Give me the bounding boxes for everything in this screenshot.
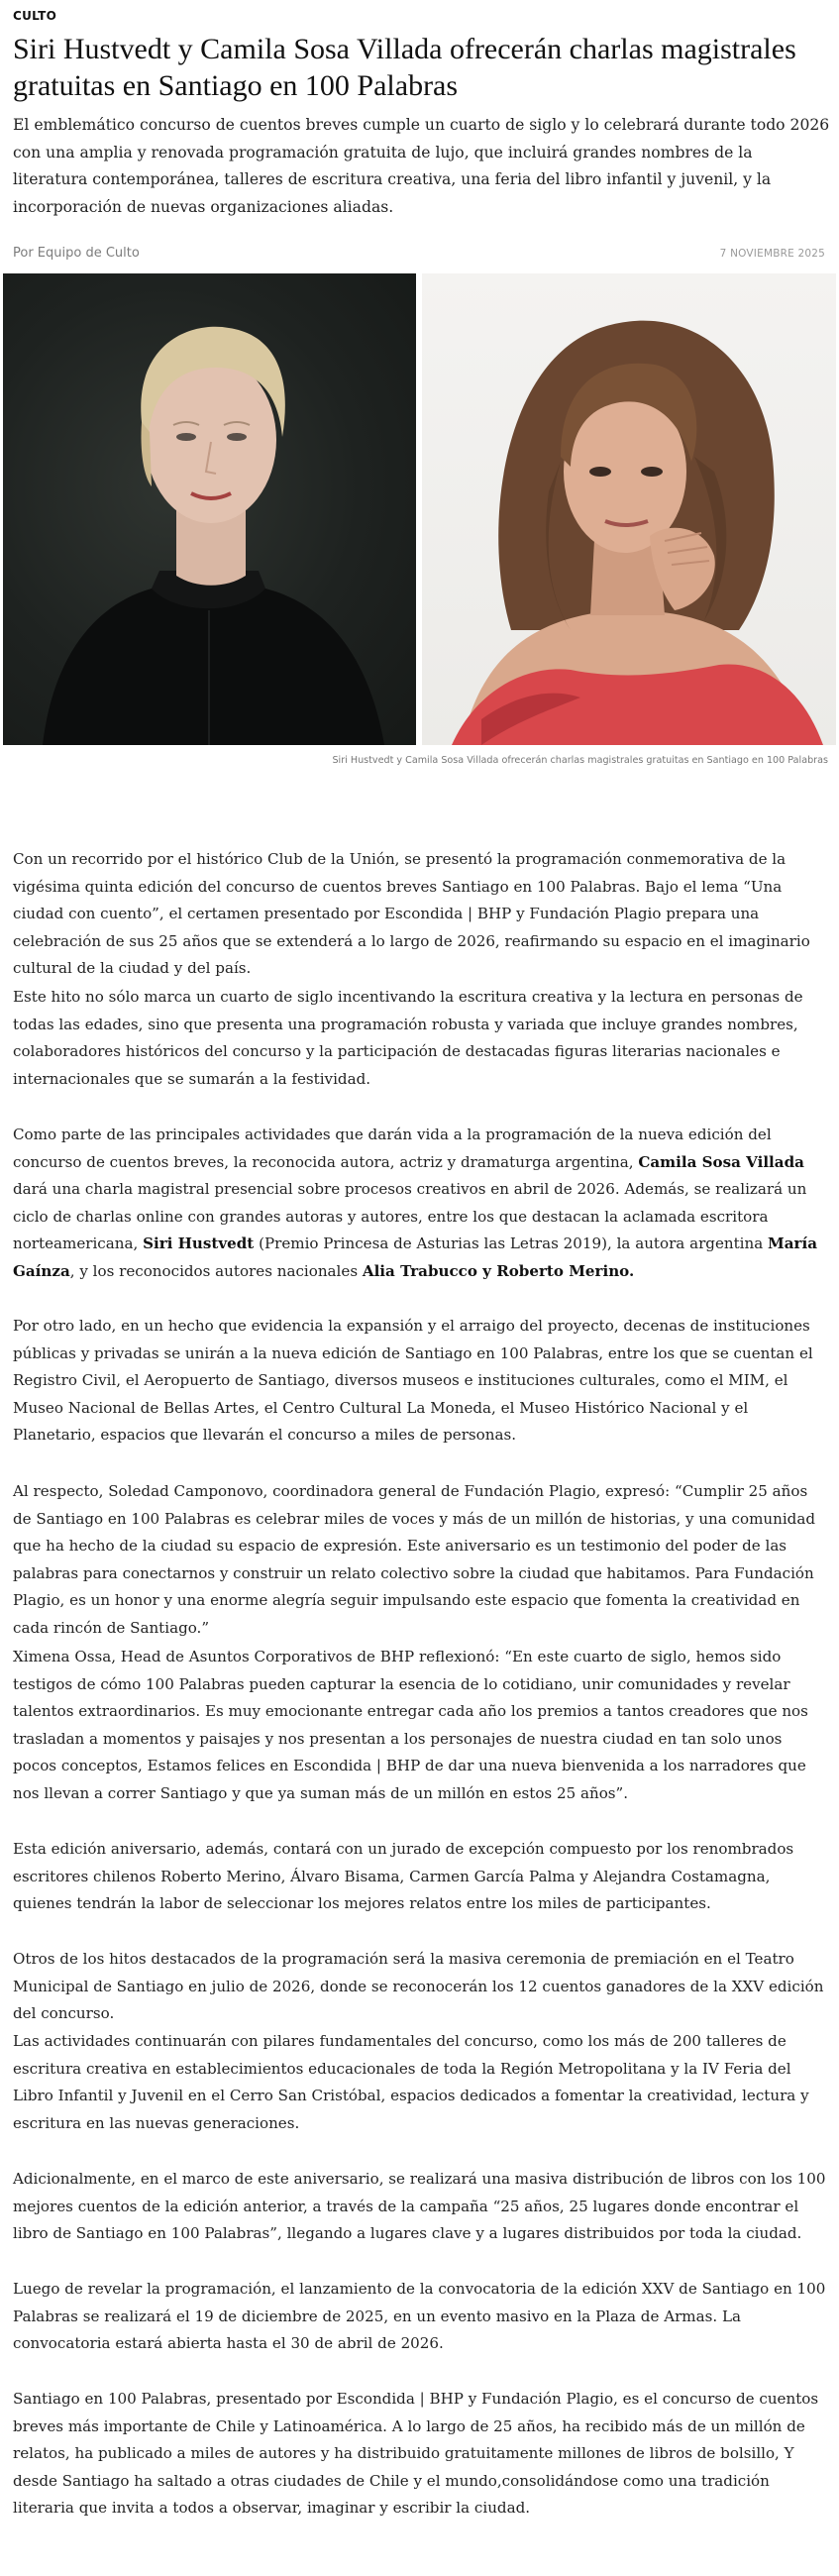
highlight-siri-hustvedt: Siri Hustvedt — [143, 1234, 255, 1253]
paragraph-3-text-4: , y los reconocidos autores nacionales — [69, 1261, 363, 1280]
publish-date: 7 NOVIEMBRE 2025 — [719, 248, 825, 260]
highlight-camila-sosa-villada: Camila Sosa Villada — [638, 1152, 804, 1171]
paragraph-5: Al respecto, Soledad Camponovo, coordinadora general de Fundación Plagio, expresó: “Cumplir 25 años de Santiago en 100 Palabras es celebrar miles de voces y más de un millón de historias, y una comunidad que ha hecho de la ciudad su espacio de expresión. Este aniversario es un testimonio del poder de las palabras para conectarnos y construir un relato colectivo sobre la ciudad que habitamos. Para Fundación Plagio, es un honor y una enorme alegría seguir impulsando este espacio que fomenta la creatividad en cada rincón de Santiago.” — [13, 1482, 816, 1637]
author-photo-right — [422, 273, 836, 745]
paragraph-3 — [13, 1122, 830, 1286]
article-title: Siri Hustvedt y Camila Sosa Villada ofrecerán charlas magistrales gratuitas en Santiago en 100 Palabras — [13, 33, 796, 102]
paragraph-9: Las actividades continuarán con pilares fundamentales del concurso, como los más de 200 talleres de escritura creativa en establecimientos educacionales de toda la Región Metropolitana y la IV Feria del Libro Infantil y Juvenil en el Cerro San Cristóbal, espacios dedicados a fomentar la creatividad, lectura y escritura en las nuevas generaciones. — [13, 2032, 809, 2132]
paragraph-4: Por otro lado, en un hecho que evidencia la expansión y el arraigo del proyecto, decenas de instituciones públicas y privadas se unirán a la nueva edición de Santiago en 100 Palabras, entre los que se cuentan el Registro Civil, el Aeropuerto de Santiago, diversos museos e instituciones culturales, como el MIM, el Museo Nacional de Bellas Artes, el Centro Cultural La Moneda, el Museo Histórico Nacional y el Planetario, espacios que llevarán el concurso a miles de personas. — [13, 1317, 813, 1445]
paragraph-3-text-1: Como parte de las principales actividades que darán vida a la programación de la nueva edición del concurso de cuentos breves, la reconocida autora, actriz y dramaturga argentina, — [13, 1126, 772, 1171]
article-lede: El emblemático concurso de cuentos breves cumple un cuarto de siglo y lo celebrará durante todo 2026 con una amplia y renovada programación gratuita de lujo, que incluirá grandes nombres de la literatura contemporánea, talleres de escritura creativa, una feria del libro infantil y juvenil, y la incorporación de nuevas organizaciones aliadas. — [13, 116, 830, 216]
photo-caption: Siri Hustvedt y Camila Sosa Villada ofrecerán charlas magistrales gratuitas en Santiago en 100 Palabras — [332, 755, 828, 766]
highlight-national-authors: Alia Trabucco y Roberto Merino. — [362, 1261, 635, 1280]
paragraph-2: Este hito no sólo marca un cuarto de siglo incentivando la escritura creativa y la lectura en personas de todas las edades, sino que presenta una programación robusta y variada que incluye grandes nombres, colaboradores históricos del concurso y la participación de destacadas figuras literarias nacionales e internacionales que se sumarán a la festividad. — [13, 988, 803, 1088]
paragraph-1: Con un recorrido por el histórico Club de la Unión, se presentó la programación conmemorativa de la vigésima quinta edición del concurso de cuentos breves Santiago en 100 Palabras. Bajo el lema “Una ciudad con cuento”, el certamen presentado por Escondida | BHP y Fundación Plagio prepara una celebración de sus 25 años que se extenderá a lo largo de 2026, reafirmando su espacio en el imaginario cultural de la ciudad y del país. — [13, 850, 810, 978]
author-byline[interactable]: Por Equipo de Culto — [13, 246, 140, 261]
article-meta — [13, 244, 825, 266]
paragraph-3-text-2: dará una charla magistral presencial sobre procesos creativos en abril de 2026. Además, se realizará un ciclo de charlas online con grandes autoras y autores, entre los que destacan la aclamada escritora norteamericana, — [13, 1180, 807, 1253]
paragraph-11: Luego de revelar la programación, el lanzamiento de la convocatoria de la edición XXV de Santiago en 100 Palabras se realizará el 19 de diciembre de 2025, en un evento masivo en la Plaza de Armas. La convocatoria estará abierta hasta el 30 de abril de 2026. — [13, 2280, 826, 2353]
paragraph-3-text-3: (Premio Princesa de Asturias las Letras 2019), la autora argentina — [254, 1234, 769, 1253]
highlight-maria-gainza: María Gaínza — [13, 1234, 818, 1280]
paragraph-12: Santiago en 100 Palabras, presentado por Escondida | BHP y Fundación Plagio, es el concurso de cuentos breves más importante de Chile y Latinoamérica. A lo largo de 25 años, ha recibido más de un millón de relatos, ha publicado a miles de autores y ha distribuido gratuitamente millones de libros de bolsillo, Y desde Santiago ha saltado a otras ciudades de Chile y el mundo,consolidándose como una tradición literaria que invita a todos a observar, imaginar y escribir la ciudad. — [13, 2390, 819, 2518]
paragraph-6: Ximena Ossa, Head de Asuntos Corporativos de BHP reflexionó: “En este cuarto de siglo, hemos sido testigos de cómo 100 Palabras pueden capturar la esencia de lo cotidiano, unir comunidades y revelar talentos extraordinarios. Es muy emocionante entregar cada año los premios a tantos creadores que nos trasladan a momentos y paisajes y nos presentan a los personajes de nuestra ciudad en tan solo unos pocos conceptos, Estamos felices en Escondida | BHP de dar una nueva bienvenida a los narradores que nos llevan a correr Santiago y que ya suman más de un millón en estos 25 años”. — [13, 1648, 808, 1802]
paragraph-7: Esta edición aniversario, además, contará con un jurado de excepción compuesto por los renombrados escritores chilenos Roberto Merino, Álvaro Bisama, Carmen García Palma y Alejandra Costamagna, quienes tendrán la labor de seleccionar los mejores relatos entre los miles de participantes. — [13, 1840, 794, 1913]
portrait-illustration-right — [422, 273, 836, 745]
paragraph-8: Otros de los hitos destacados de la programación será la masiva ceremonia de premiación en el Teatro Municipal de Santiago en julio de 2026, donde se reconocerán los 12 cuentos ganadores de la XXV edición del concurso. — [13, 1950, 824, 2023]
paragraph-10: Adicionalmente, en el marco de este aniversario, se realizará una masiva distribución de libros con los 100 mejores cuentos de la edición anterior, a través de la campaña “25 años, 25 lugares donde encontrar el libro de Santiago en 100 Palabras”, llegando a lugares clave y a lugares distribuidos por toda la ciudad. — [13, 2170, 826, 2243]
author-photo-left — [3, 273, 416, 745]
section-label[interactable]: CULTO — [13, 9, 57, 23]
portrait-illustration-left — [3, 273, 416, 745]
